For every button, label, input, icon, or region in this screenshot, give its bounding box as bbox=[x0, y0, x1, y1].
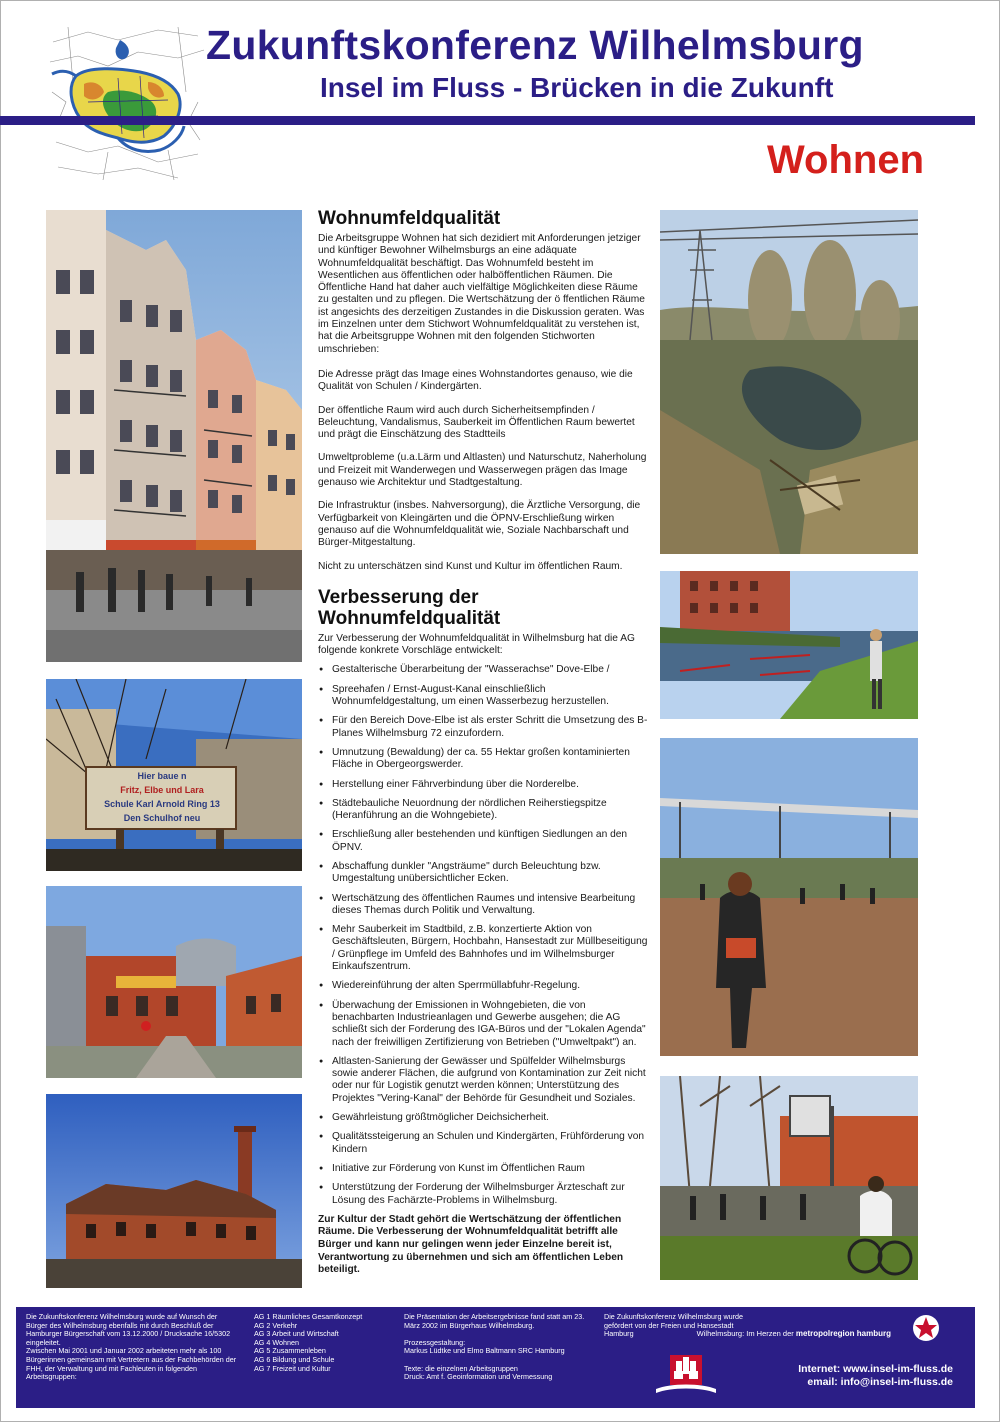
list-item: ● Abschaffung dunkler "Angsträume" durch Beleuchtung bzw. Umgestaltung unübersichtlicher Ecken. bbox=[318, 861, 650, 886]
sign-line-2: Fritz, Elbe und Lara bbox=[120, 785, 204, 795]
title-divider bbox=[0, 116, 975, 125]
list-item: ● Altlasten-Sanierung der Gewässer und Spülfelder Wilhelmsburgs sowie anderer Flächen, die aufgrund von Kontamination zur Zeit nicht oder nur für Logistik genutzt werden können; Unterstützung des Projektes "Vering-Kanal" der Behörde für Gesundheit und Soziales. bbox=[318, 1056, 650, 1105]
list-item: ● Wertschätzung des öffentlichen Raumes und intensive Bearbeitung dieses Themas durch Politik und Verwaltung. bbox=[318, 893, 650, 918]
sign-line-3: Schule Karl Arnold Ring 13 bbox=[104, 799, 220, 809]
poster-subtitle: Insel im Fluss - Brücken in die Zukunft bbox=[320, 72, 834, 103]
photo-school-buildings bbox=[46, 886, 302, 1078]
closing-statement: Zur Kultur der Stadt gehört die Wertschätzung der öffentlichen Räume. Die Verbesserung der Wohnumfeldqualität betrifft alle Bürger und kann nur gelingen wenn jeder Einzelne bereit ist, Verantwortung zu übernehmen und sich am öffentlichen Leben beteiligt. bbox=[318, 1213, 624, 1276]
list-item: ● Unterstützung der Forderung der Wilhelmsburger Ärzteschaft zur Lösung des Fachärzte-Problems in Wilhelmsburg. bbox=[318, 1182, 650, 1207]
photo-playground-basketball bbox=[660, 1076, 918, 1280]
list-item: ● Für den Bereich Dove-Elbe ist als erster Schritt die Umsetzung des B-Planes Wilhelmsburg 72 einzufordern. bbox=[318, 715, 650, 740]
footer-funding: Die Zukunftskonferenz Wilhelmsburg wurde gefördert von der Freien und Hansestadt Hamburg bbox=[604, 1312, 744, 1339]
sign-line-4: Den Schulhof neu bbox=[123, 813, 201, 823]
paragraph-umweltprobleme: Umweltprobleme (u.a.Lärm und Altlasten) und Naturschutz, Naherholung und Freizeit mit Wanderwegen und Wasserwegen prägen das Image genauso wie Architektur und Stadtgestaltung. bbox=[318, 452, 647, 489]
metropolregion-text bbox=[697, 1329, 891, 1338]
metropolregion-logo-icon bbox=[911, 1313, 941, 1343]
section-title: Wohnen bbox=[766, 138, 924, 182]
list-item: ● Mehr Sauberkeit im Stadtbild, z.B. konzertierte Aktion von Geschäftsleuten, Bürgern, Hochbahn, Hansestadt zur Müllbeseitigung / Grünpflege im Umfeld des Bahnhofes und im Wilhelmsburger Einkaufszentrum. bbox=[318, 924, 650, 973]
heading-verbesserung: Verbesserung der Wohnumfeldqualität bbox=[318, 586, 501, 629]
article-body bbox=[318, 208, 650, 1277]
metropolregion-brand: metropolregion hamburg bbox=[795, 1329, 891, 1338]
list-item: ● Spreehafen / Ernst-August-Kanal einschließlich Wohnumfeldgestaltung, um einen Wasserbezug herzustellen. bbox=[318, 684, 650, 709]
list-item: ● Erschließung aller bestehenden und künftigen Siedlungen an den ÖPNV. bbox=[318, 829, 650, 854]
paragraph-infrastruktur: Die Infrastruktur (insbes. Nahversorgung), die Ärztliche Versorgung, die Verfügbarkeit von Kleingärten und die ÖPNV-Erschließung wirken genauso auf die Wohnumfeldqualität wie, Soziale Nachbarschaft und Bürger-Mitgestaltung. bbox=[318, 500, 641, 549]
footer-working-groups: AG 1 Räumliches Gesamtkonzept AG 2 Verkehr AG 3 Arbeit und Wirtschaft AG 4 Wohnen AG 5 Zusammenleben AG 6 Bildung und Schule AG 7 Freizeit und Kultur bbox=[254, 1312, 363, 1373]
paragraph-oeffentlicher-raum: Der öffentliche Raum wird auch durch Sicherheitsempfinden / Beleuchtung, Vandalismus, Sauberkeit im Öffentlichen Raum bewertet und prägt die Einschätzung des Stadtteils bbox=[318, 404, 635, 441]
heading-wohnumfeldqualitaet: Wohnumfeldqualität bbox=[318, 208, 501, 229]
paragraph-kunst-kultur: Nicht zu unterschätzen sind Kunst und Kultur im öffentlichen Raum. bbox=[318, 560, 623, 572]
paragraph-verbesserung-intro: Zur Verbesserung der Wohnumfeldqualität in Wilhelmsburg hat die AG folgende konkrete Vorschläge entwickelt: bbox=[318, 632, 635, 657]
list-item: ● Herstellung einer Fährverbindung über die Norderelbe. bbox=[318, 779, 650, 791]
poster-title: Zukunftskonferenz Wilhelmsburg bbox=[206, 22, 864, 68]
proposal-list bbox=[318, 664, 650, 1206]
list-item: ● Initiative zur Förderung von Kunst im Öffentlichen Raum bbox=[318, 1163, 650, 1175]
list-item: ● Gewährleistung größtmöglicher Deichsicherheit. bbox=[318, 1112, 650, 1124]
photo-street-facades bbox=[46, 210, 302, 662]
photo-football-field bbox=[660, 738, 918, 1056]
list-item: ● Qualitätssteigerung an Schulen und Kindergärten, Frühförderung von Kindern bbox=[318, 1131, 650, 1156]
paragraph-intro: Die Arbeitsgruppe Wohnen hat sich dezidiert mit Anforderungen jetziger und künftiger Bewohner Wilhelmsburgs an eine adäquate Wohnumfeldqualität beschäftigt. Das Wohnumfeld besteht im Wesentlichen aus öffentlichen oder halböffentlichen Räumen. Die Öffentliche Hand hat daher auch vielfältige Möglichkeiten diese Räume zu gestalten und zu pflegen. Die Wertschätzung der ö ffentlichen Räume ist angesichts des derzeitigen Zustandes in die Diskussion geraten. Was im Einzelnen unter dem Stichwort Wohnumfeldqualität zu verstehen ist, hat die Arbeitsgruppe Wohnen mit den folgenden Stichworten umschrieben: bbox=[318, 233, 645, 355]
list-item: ● Gestalterische Überarbeitung der "Wasserachse" Dove-Elbe / bbox=[318, 664, 650, 676]
footer-intro-text: Die Zukunftskonferenz Wilhelmsburg wurde auf Wunsch der Bürger des Wilhelmsburg ebenfalls mit durch Beschluß der Hamburger Bürgerschaft vom 13.12.2000 / Drucksache 16/5302 eingeleitet. Zwischen Mai 2001 und Januar 2002 arbeiteten mehr als 100 Bürgerinnen gemeinsam mit Vertretern aus der Fachbehörden der FHH, der Verwaltung und mit Fachleuten in folgenden Arbeitsgruppen: bbox=[26, 1312, 237, 1382]
footer-bar bbox=[16, 1307, 975, 1408]
photo-wasteland-pylons bbox=[660, 210, 918, 554]
footer-credits: Die Präsentation der Arbeitsergebnisse fand statt am 23. März 2002 im Bürgerhaus Wilhelmsburg. Prozessgestaltung: Markus Lüdtke und Elmo Baltmann SRC Hamburg Texte: die einzelnen Arbeitsgruppen Druck: Amt f. Geoinformation und Vermessung bbox=[404, 1312, 585, 1382]
list-item: ● Wiedereinführung der alten Sperrmüllabfuhr-Regelung. bbox=[318, 980, 650, 992]
paragraph-adresse: Die Adresse prägt das Image eines Wohnstandortes genauso, wie die Qualität von Schulen / Kindergärten. bbox=[318, 368, 633, 393]
school-sign-text bbox=[90, 769, 234, 825]
hamburg-coat-of-arms-icon bbox=[656, 1349, 716, 1399]
photo-chimney-building bbox=[46, 1094, 302, 1288]
website-link[interactable]: Internet: www.insel-im-fluss.de bbox=[798, 1363, 953, 1375]
photo-school-sign bbox=[46, 679, 302, 871]
photo-canal-rowers bbox=[660, 571, 918, 719]
list-item: ● Überwachung der Emissionen in Wohngebieten, die von benachbarten Industrieanlagen und Gewerbe ausgehen; die AG schließt sich der Forderung des IGA-Büros und der "Lokalen Agenda" nach der freiwilligen Zertifizierung von Betrieben ("Umweltpakt") an. bbox=[318, 1000, 650, 1049]
wilhelmsburg-map-logo bbox=[48, 22, 206, 182]
metropolregion-prefix: Wilhelmsburg: Im Herzen der bbox=[696, 1329, 794, 1338]
footer-contact bbox=[798, 1363, 953, 1389]
sign-line-1: Hier baue n bbox=[137, 771, 187, 781]
list-item: ● Umnutzung (Bewaldung) der ca. 55 Hektar großen kontaminierten Fläche in Obergeorgswerder. bbox=[318, 747, 650, 772]
list-item: ● Städtebauliche Neuordnung der nördlichen Reiherstiegspitze (Heranführung an die Wohngebiete). bbox=[318, 798, 650, 823]
email-link[interactable]: email: info@insel-im-fluss.de bbox=[807, 1376, 953, 1388]
